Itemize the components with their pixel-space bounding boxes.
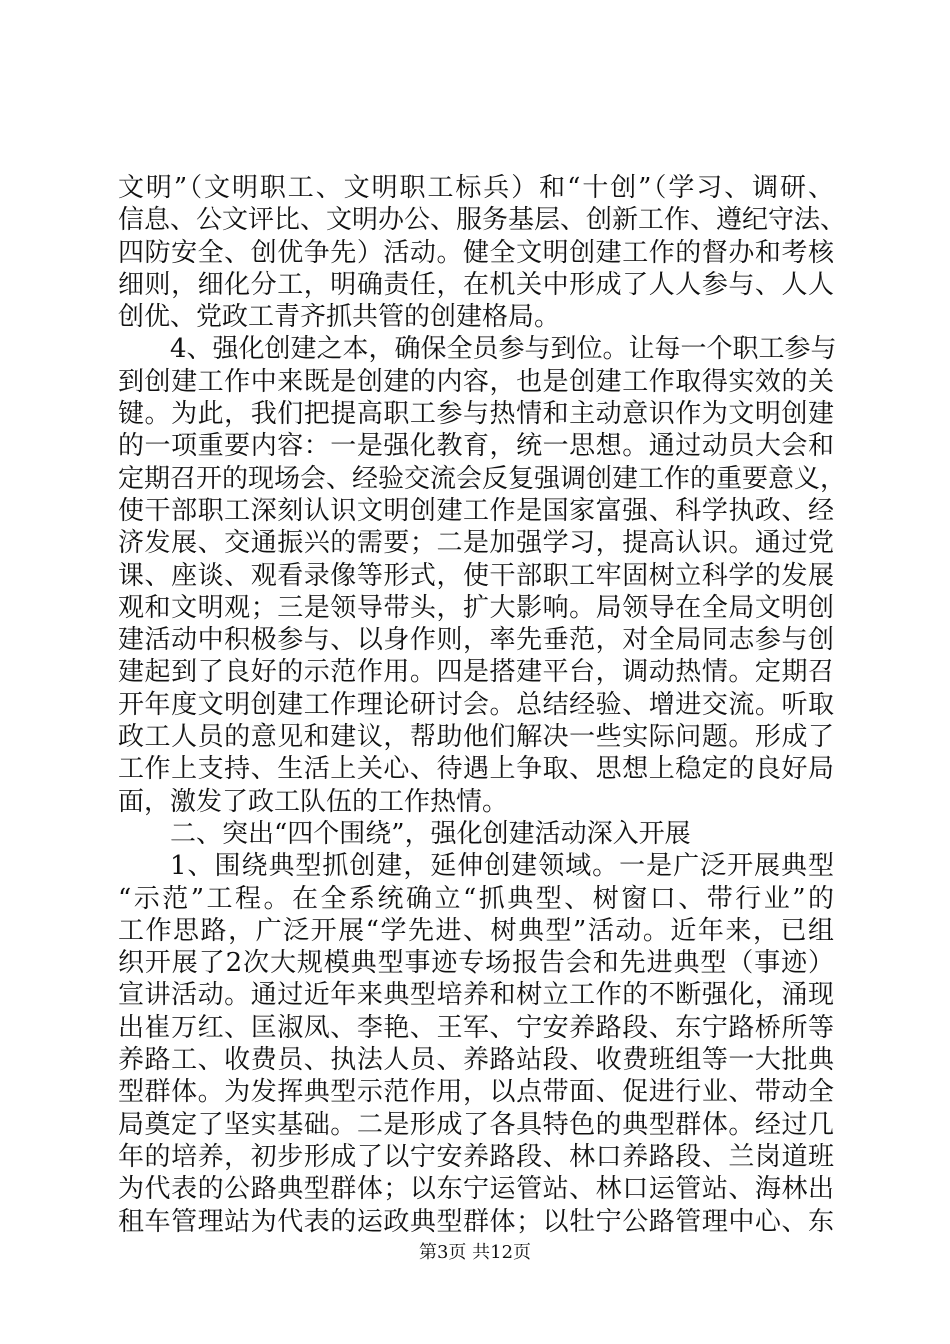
text-line: 工作思路，广泛开展“学先进、树典型”活动。近年来，已组	[118, 915, 834, 946]
text-line: 到创建工作中来既是创建的内容，也是创建工作取得实效的关	[118, 366, 834, 397]
text-line: 创优、党政工青齐抓共管的创建格局。	[118, 302, 561, 333]
text-line: 文明”（文明职工、文明职工标兵）和“十创”（学习、调研、	[118, 173, 834, 203]
page-footer: 第3页 共12页	[418, 1242, 532, 1263]
text-line: 租车管理站为代表的运政典型群体；以牡宁公路管理中心、东	[118, 1206, 834, 1237]
body-text	[118, 172, 847, 1238]
text-line: 课、座谈、观看录像等形式，使干部职工牢固树立科学的发展	[118, 560, 834, 591]
text-line: 织开展了2次大规模典型事迹专场报告会和先进典型（事迹）	[118, 948, 834, 979]
text-line: 年的培养，初步形成了以宁安养路段、林口养路段、兰岗道班	[118, 1141, 834, 1172]
text-line: 型群体。为发挥典型示范作用，以点带面、促进行业、带动全	[118, 1077, 834, 1108]
text-line: “示范”工程。在全系统确立“抓典型、树窗口、带行业”的	[118, 883, 834, 914]
text-line: 使干部职工深刻认识文明创建工作是国家富强、科学执政、经	[118, 495, 834, 526]
text-line: 四防安全、创优争先）活动。健全文明创建工作的督办和考核	[118, 237, 834, 268]
text-line: 面，激发了政工队伍的工作热情。	[118, 786, 509, 817]
text-line: 键。为此，我们把提高职工参与热情和主动意识作为文明创建	[118, 399, 834, 430]
text-line: 4、强化创建之本，确保全员参与到位。让每一个职工参与	[170, 334, 837, 365]
text-line: 政工人员的意见和建议，帮助他们解决一些实际问题。形成了	[118, 722, 834, 753]
text-line: 二、突出“四个围绕”，强化创建活动深入开展	[170, 818, 691, 849]
text-line: 观和文明观；三是领导带头，扩大影响。局领导在全局文明创	[118, 592, 834, 623]
text-line: 济发展、交通振兴的需要；二是加强学习，提高认识。通过党	[118, 528, 834, 559]
text-line: 宣讲活动。通过近年来典型培养和树立工作的不断强化，涌现	[118, 980, 834, 1011]
text-line: 1、围绕典型抓创建，延伸创建领域。一是广泛开展典型	[170, 851, 834, 882]
text-line: 出崔万红、匡淑凤、李艳、王军、宁安养路段、东宁路桥所等	[118, 1012, 834, 1043]
text-line: 局奠定了坚实基础。二是形成了各具特色的典型群体。经过几	[118, 1109, 834, 1140]
text-line: 的一项重要内容：一是强化教育，统一思想。通过动员大会和	[118, 431, 834, 462]
text-line: 开年度文明创建工作理论研讨会。总结经验、增进交流。听取	[118, 689, 834, 720]
text-line: 建起到了良好的示范作用。四是搭建平台，调动热情。定期召	[118, 657, 834, 688]
text-line: 建活动中积极参与、以身作则，率先垂范，对全局同志参与创	[118, 625, 834, 656]
text-line: 养路工、收费员、执法人员、养路站段、收费班组等一大批典	[118, 1045, 834, 1076]
text-line: 定期召开的现场会、经验交流会反复强调创建工作的重要意义，	[118, 463, 847, 494]
text-line: 信息、公文评比、文明办公、服务基层、创新工作、遵纪守法、	[118, 205, 847, 236]
text-line: 细则，细化分工，明确责任，在机关中形成了人人参与、人人	[118, 269, 834, 300]
text-line: 为代表的公路典型群体；以东宁运管站、林口运管站、海林出	[118, 1174, 834, 1205]
text-line: 工作上支持、生活上关心、待遇上争取、思想上稳定的良好局	[118, 754, 834, 785]
